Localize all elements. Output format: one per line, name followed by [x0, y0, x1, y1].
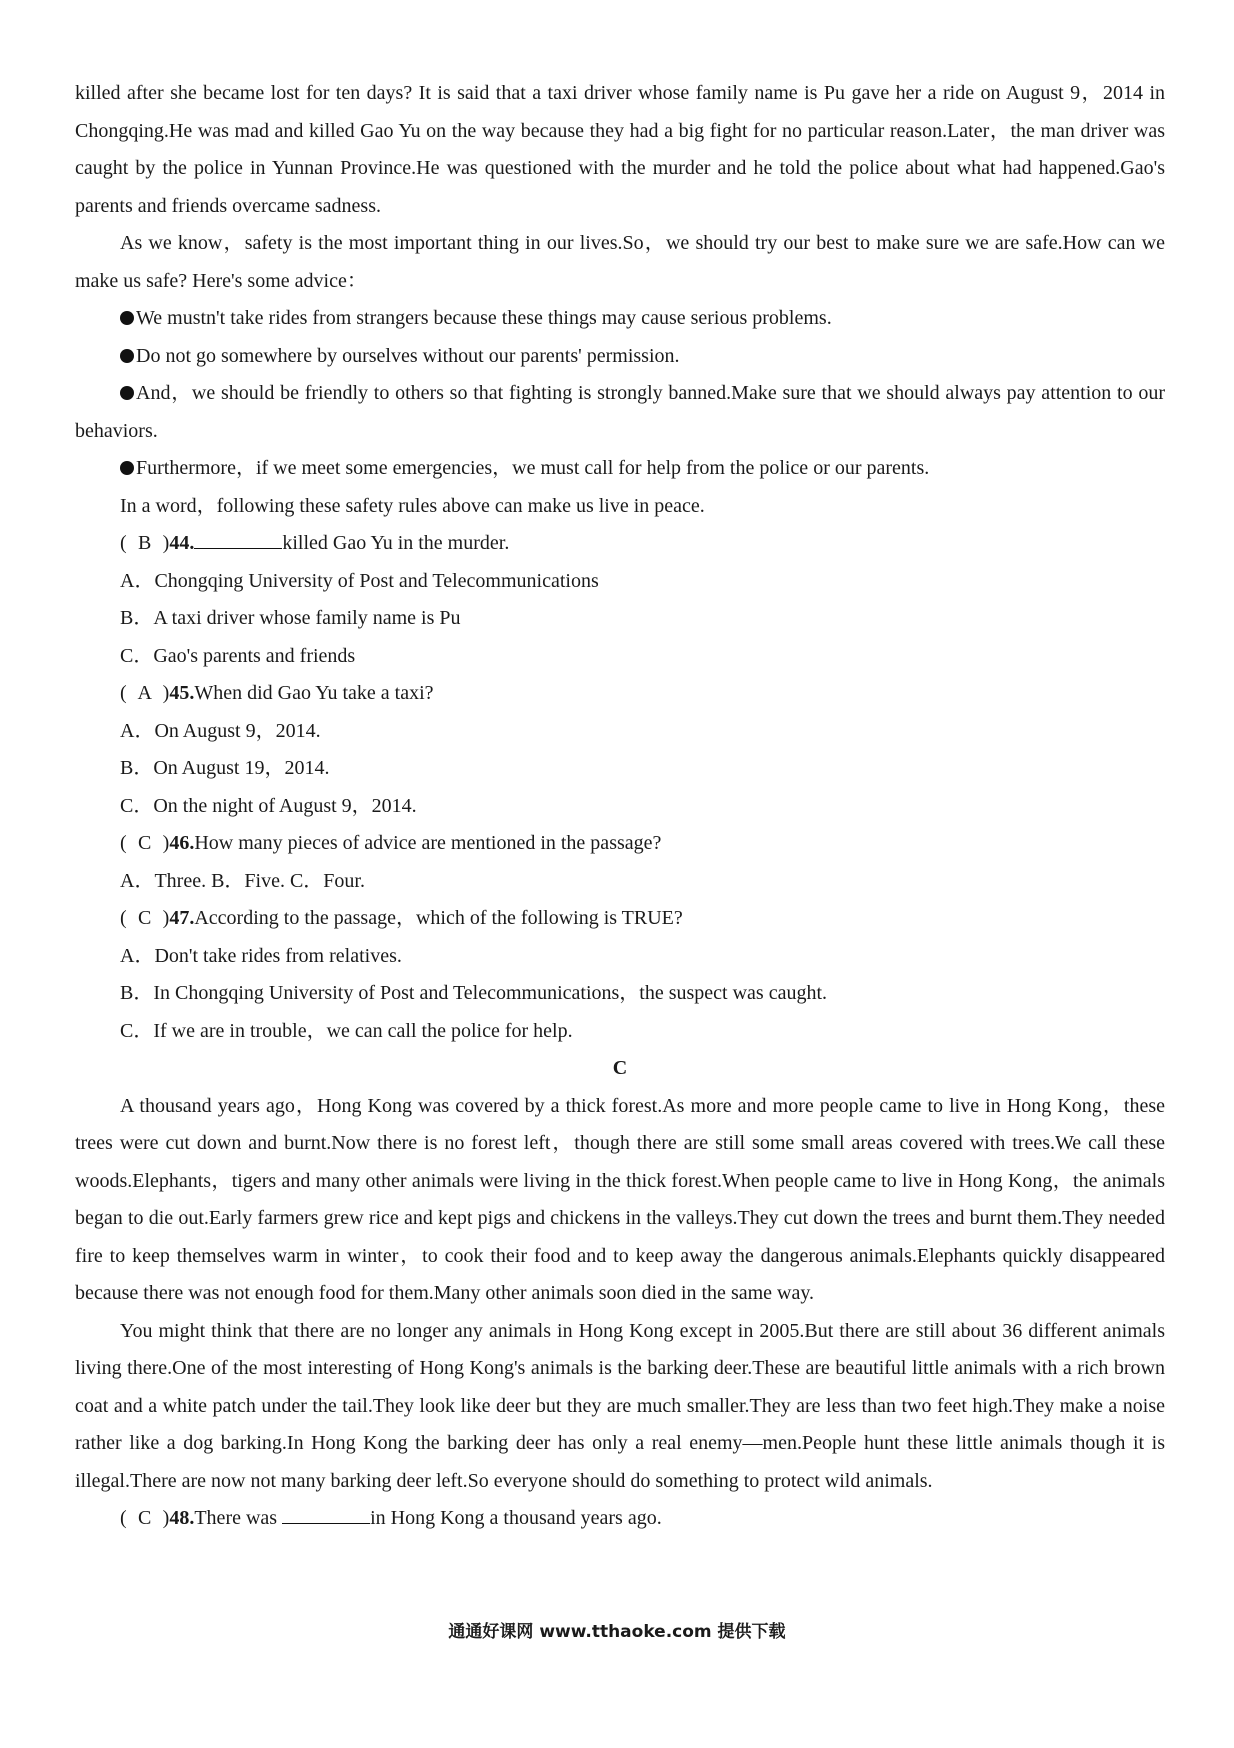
option: C．If we are in trouble，we can call the police for help.	[120, 1019, 573, 1042]
question-stem: in Hong Kong a thousand years ago.	[370, 1507, 662, 1529]
document-content	[75, 75, 1165, 1538]
answer-key: C	[138, 832, 152, 854]
question-47: ( C )47.According to the passage，which of the following is TRUE?	[75, 900, 1165, 938]
answer-key: C	[138, 1507, 152, 1529]
passage-c-paragraph-2: You might think that there are no longer any animals in Hong Kong except in 2005.But there are still about 36 different animals living there.One of the most interesting of Hong Kong's animals is the barking deer.These are beautiful little animals with a rich brown coat and a white patch under the tail.They look like deer but they are much smaller.They are less than two feet high.They make a noise rather like a dog barking.In Hong Kong the barking deer has only a real enemy—men.People hunt these little animals though it is illegal.There are now not many barking deer left.So everyone should do something to protect wild animals.	[75, 1319, 1165, 1492]
advice-item: And，we should be friendly to others so that fighting is strongly banned.Make sure that we should always pay attention to our behaviors.	[75, 382, 1165, 442]
question-number: 44.	[169, 532, 195, 554]
bullet-icon	[120, 386, 134, 400]
passage-b-paragraph-2: As we know，safety is the most important thing in our lives.So，we should try our best to make sure we are safe.How can we make us safe? Here's some advice：	[75, 232, 1165, 292]
advice-item: Furthermore，if we meet some emergencies，we must call for help from the police or our parents.	[75, 450, 1165, 488]
question-stem: How many pieces of advice are mentioned in the passage?	[194, 832, 662, 854]
question-46: ( C )46.How many pieces of advice are mentioned in the passage?	[75, 825, 1165, 863]
option: A．Chongqing University of Post and Telecommunications	[120, 569, 599, 592]
answer-blank	[194, 530, 282, 549]
page-footer: 通通好课网 www.tthaoke.com 提供下载	[448, 1622, 786, 1642]
question-48: ( C )48.There was in Hong Kong a thousand years ago.	[75, 1500, 1165, 1538]
option: A．On August 9，2014.	[120, 719, 321, 742]
option: A．Don't take rides from relatives.	[120, 944, 402, 967]
question-number: 47.	[169, 907, 195, 929]
question-stem: killed Gao Yu in the murder.	[282, 532, 510, 554]
question-45: ( A )45.When did Gao Yu take a taxi?	[75, 675, 1165, 713]
advice-item: Do not go somewhere by ourselves without our parents' permission.	[75, 338, 1165, 376]
question-stem: According to the passage，which of the following is TRUE?	[194, 907, 683, 929]
option: B．In Chongqing University of Post and Telecommunications，the suspect was caught.	[120, 982, 828, 1004]
answer-blank	[282, 1505, 370, 1524]
answer-key: B	[138, 532, 152, 554]
option: B．A taxi driver whose family name is Pu	[120, 607, 461, 629]
bullet-icon	[120, 349, 134, 363]
bullet-icon	[120, 461, 134, 475]
question-stem: There was	[194, 1507, 278, 1529]
passage-b-paragraph-1: killed after she became lost for ten days? It is said that a taxi driver whose family name is Pu gave her a ride on August 9，2014 in Chongqing.He was mad and killed Gao Yu on the way because they had a big fight for no particular reason.Later，the man driver was caught by the police in Yunnan Province.He was questioned with the murder and he told the police about what had happened.Gao's parents and friends overcame sadness.	[75, 82, 1165, 217]
question-44: ( B )44. killed Gao Yu in the murder.	[75, 525, 1165, 563]
answer-key: C	[138, 907, 152, 929]
advice-item: We mustn't take rides from strangers because these things may cause serious problems.	[75, 300, 1165, 338]
passage-b-conclusion: In a word，following these safety rules above can make us live in peace.	[120, 494, 705, 517]
answer-key: A	[137, 682, 152, 704]
question-stem: When did Gao Yu take a taxi?	[194, 682, 434, 704]
section-heading: C	[612, 1057, 628, 1079]
option: A．Three. B．Five. C．Four.	[120, 869, 365, 892]
question-number: 46.	[169, 832, 195, 854]
option: C．On the night of August 9，2014.	[120, 794, 417, 817]
option: B．On August 19，2014.	[120, 757, 330, 779]
question-number: 48.	[169, 1507, 195, 1529]
option: C．Gao's parents and friends	[120, 644, 356, 667]
question-number: 45.	[169, 682, 195, 704]
passage-c-paragraph-1: A thousand years ago，Hong Kong was covered by a thick forest.As more and more people came to live in Hong Kong，these trees were cut down and burnt.Now there is no forest left，though there are still some small areas covered with trees.We call these woods.Elephants，tigers and many other animals were living in the thick forest.When people came to live in Hong Kong，the animals began to die out.Early farmers grew rice and kept pigs and chickens in the valleys.They cut down the trees and burnt them.They needed fire to keep themselves warm in winter，to cook their food and to keep away the dangerous animals.Elephants quickly disappeared because there was not enough food for them.Many other animals soon died in the same way.	[75, 1094, 1165, 1304]
bullet-icon	[120, 311, 134, 325]
